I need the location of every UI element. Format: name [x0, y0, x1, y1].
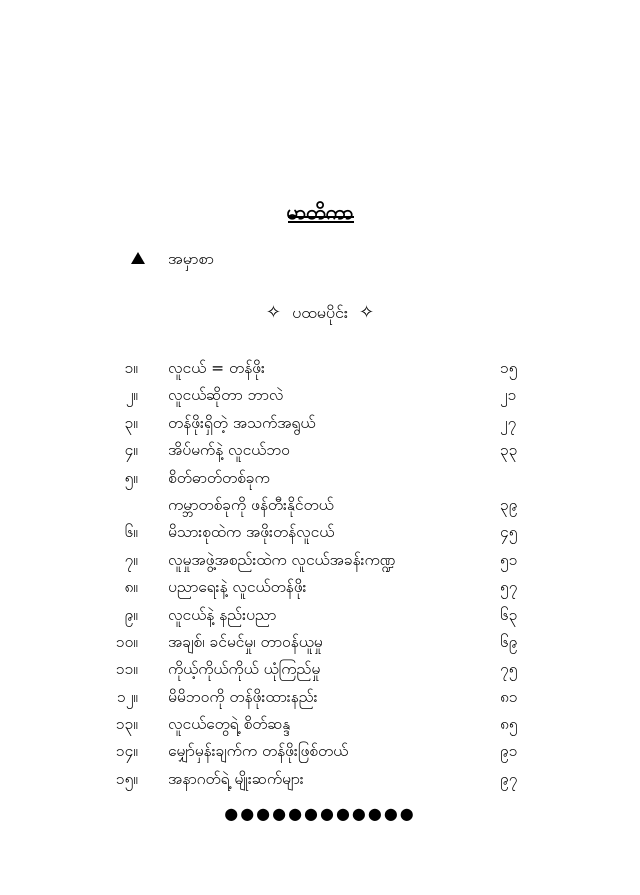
toc-entry-title-line: လူငယ်တွေရဲ့ စိတ်ဆန္ဒ — [168, 715, 291, 734]
toc-entry-title — [168, 711, 488, 738]
toc-entry-title — [168, 629, 488, 656]
toc-entry[interactable] — [0, 410, 640, 437]
page-title: မာတိကာ — [286, 200, 354, 225]
title-underline-bottom — [288, 221, 354, 223]
toc-entry-page: ၉၇ — [500, 769, 518, 788]
intro-label: အမှာစာ — [168, 249, 214, 268]
toc-entry-number: ၈။ — [124, 578, 138, 597]
sparkle-icon: ✧ — [265, 302, 281, 323]
toc-entry-page: ၂၇ — [500, 413, 517, 432]
toc-entry-title-line: အိပ်မက်နဲ့ လူငယ်ဘဝ — [168, 441, 290, 460]
toc-entry-number: ၄။ — [124, 441, 138, 460]
toc-entry-title — [168, 684, 488, 711]
toc-entry[interactable] — [0, 519, 640, 546]
toc-entry[interactable] — [0, 437, 640, 464]
toc-entry[interactable] — [0, 629, 640, 656]
toc-entry-title — [168, 437, 488, 464]
toc-entry[interactable] — [0, 465, 640, 520]
toc-entry-title-line: မိသားစုထဲက အဖိုးတန်လူငယ် — [168, 523, 335, 542]
part-heading-label: ပထမပိုင်း — [292, 303, 348, 322]
toc-entry[interactable] — [0, 355, 640, 382]
toc-entry-page: ၆၉ — [500, 632, 518, 651]
toc-entry-number: ၃။ — [124, 413, 138, 432]
toc-entry-number: ၆။ — [124, 523, 138, 542]
toc-entry-title-line: လူငယ်နဲ့ နည်းပညာ — [168, 605, 277, 624]
toc-entry-title-line: ကမ္ဘာတစ်ခုကို ဖန်တီးနိုင်တယ် — [168, 495, 334, 514]
toc-entry-number: ၁၂။ — [116, 687, 138, 706]
toc-entry-number: ၅။ — [124, 468, 138, 487]
toc-entry-title — [168, 766, 488, 793]
toc-entry-number: ၂။ — [125, 386, 138, 405]
part-heading — [0, 302, 640, 324]
toc-entry-title — [168, 382, 488, 409]
toc-entry-title-line: လူငယ် = တန်ဖိုး — [168, 359, 265, 377]
toc-entry-page: ၅၇ — [500, 578, 518, 597]
toc-entry[interactable] — [0, 602, 640, 629]
toc-entry[interactable] — [0, 656, 640, 683]
footer-dots-divider: ●●●●●●●●●●●● — [224, 804, 416, 823]
toc-entry-title-line: အနာဂတ်ရဲ့ မျိုးဆက်များ — [168, 769, 304, 788]
toc-entry-title — [168, 656, 488, 683]
toc-entry-page: ၉၁ — [500, 742, 518, 761]
toc-entry-title — [168, 574, 488, 601]
toc-entry[interactable] — [0, 766, 640, 793]
toc-entry-title — [168, 602, 488, 629]
toc-entry-title-line: လူမှုအဖွဲ့အစည်းထဲက လူငယ်အခန်းကဏ္ဍ — [168, 550, 396, 569]
toc-entry-page: ၆၃ — [500, 605, 518, 624]
toc-entry-page: ၁၅ — [500, 358, 518, 377]
toc-entry-title — [168, 547, 488, 574]
toc-entry-number: ၁၀။ — [115, 632, 138, 651]
toc-entry-title-line: လူငယ်ဆိုတာ ဘာလဲ — [168, 386, 284, 405]
toc-entry-number: ၁၅။ — [115, 769, 138, 788]
toc-entry-title — [168, 465, 488, 520]
toc-entry-number: ၇။ — [124, 550, 138, 569]
toc-entry-title-line: တန်ဖိုးရှိတဲ့ အသက်အရွယ် — [168, 413, 316, 432]
toc-entry-page: ၄၅ — [500, 523, 518, 542]
triangle-bullet-icon — [131, 252, 145, 264]
toc-entry-title-line: ကိုယ့်ကိုယ်ကိုယ် ယုံကြည်မှု — [168, 660, 321, 679]
table-of-contents — [0, 355, 640, 793]
toc-entry-number: ၁၁။ — [115, 660, 138, 679]
toc-entry-page: ၂၁ — [500, 386, 517, 405]
intro-entry[interactable] — [0, 248, 640, 272]
toc-entry[interactable] — [0, 684, 640, 711]
toc-entry-title — [168, 519, 488, 546]
title-underline-top — [288, 216, 354, 218]
toc-entry-title — [168, 355, 488, 382]
toc-entry-page: ၅၁ — [500, 550, 518, 569]
toc-entry-title — [168, 410, 488, 437]
toc-entry[interactable] — [0, 547, 640, 574]
toc-entry-title-line: မျှော်မှန်းချက်က တန်ဖိုးဖြစ်တယ် — [168, 742, 349, 761]
sparkle-icon: ✧ — [358, 302, 375, 323]
toc-entry-number: ၁၃။ — [115, 715, 138, 734]
toc-entry-title-line: ပညာရေးနဲ့ လူငယ်တန်ဖိုး — [168, 578, 307, 597]
toc-entry-page: ၇၅ — [500, 660, 518, 679]
toc-entry[interactable] — [0, 738, 640, 765]
toc-entry[interactable] — [0, 382, 640, 409]
toc-entry-title-line: မိမိဘဝကို တန်ဖိုးထားနည်း — [168, 687, 318, 706]
toc-entry-title — [168, 738, 488, 765]
toc-entry-number: ၉။ — [124, 605, 138, 624]
toc-entry-page: ၃၉ — [500, 495, 518, 514]
toc-entry-page: ၈၁ — [500, 687, 518, 706]
toc-entry-page: ၃၃ — [500, 441, 518, 460]
toc-entry[interactable] — [0, 574, 640, 601]
toc-entry-number: ၁။ — [124, 359, 138, 377]
toc-entry-page: ၈၅ — [500, 715, 518, 734]
toc-entry-title-line: စိတ်ဓာတ်တစ်ခုက — [168, 468, 270, 487]
toc-entry-title-line: အချစ်၊ ခင်မင်မှု၊ တာဝန်ယူမှု — [168, 632, 323, 651]
toc-entry-number: ၁၄။ — [115, 742, 138, 761]
toc-entry[interactable] — [0, 711, 640, 738]
